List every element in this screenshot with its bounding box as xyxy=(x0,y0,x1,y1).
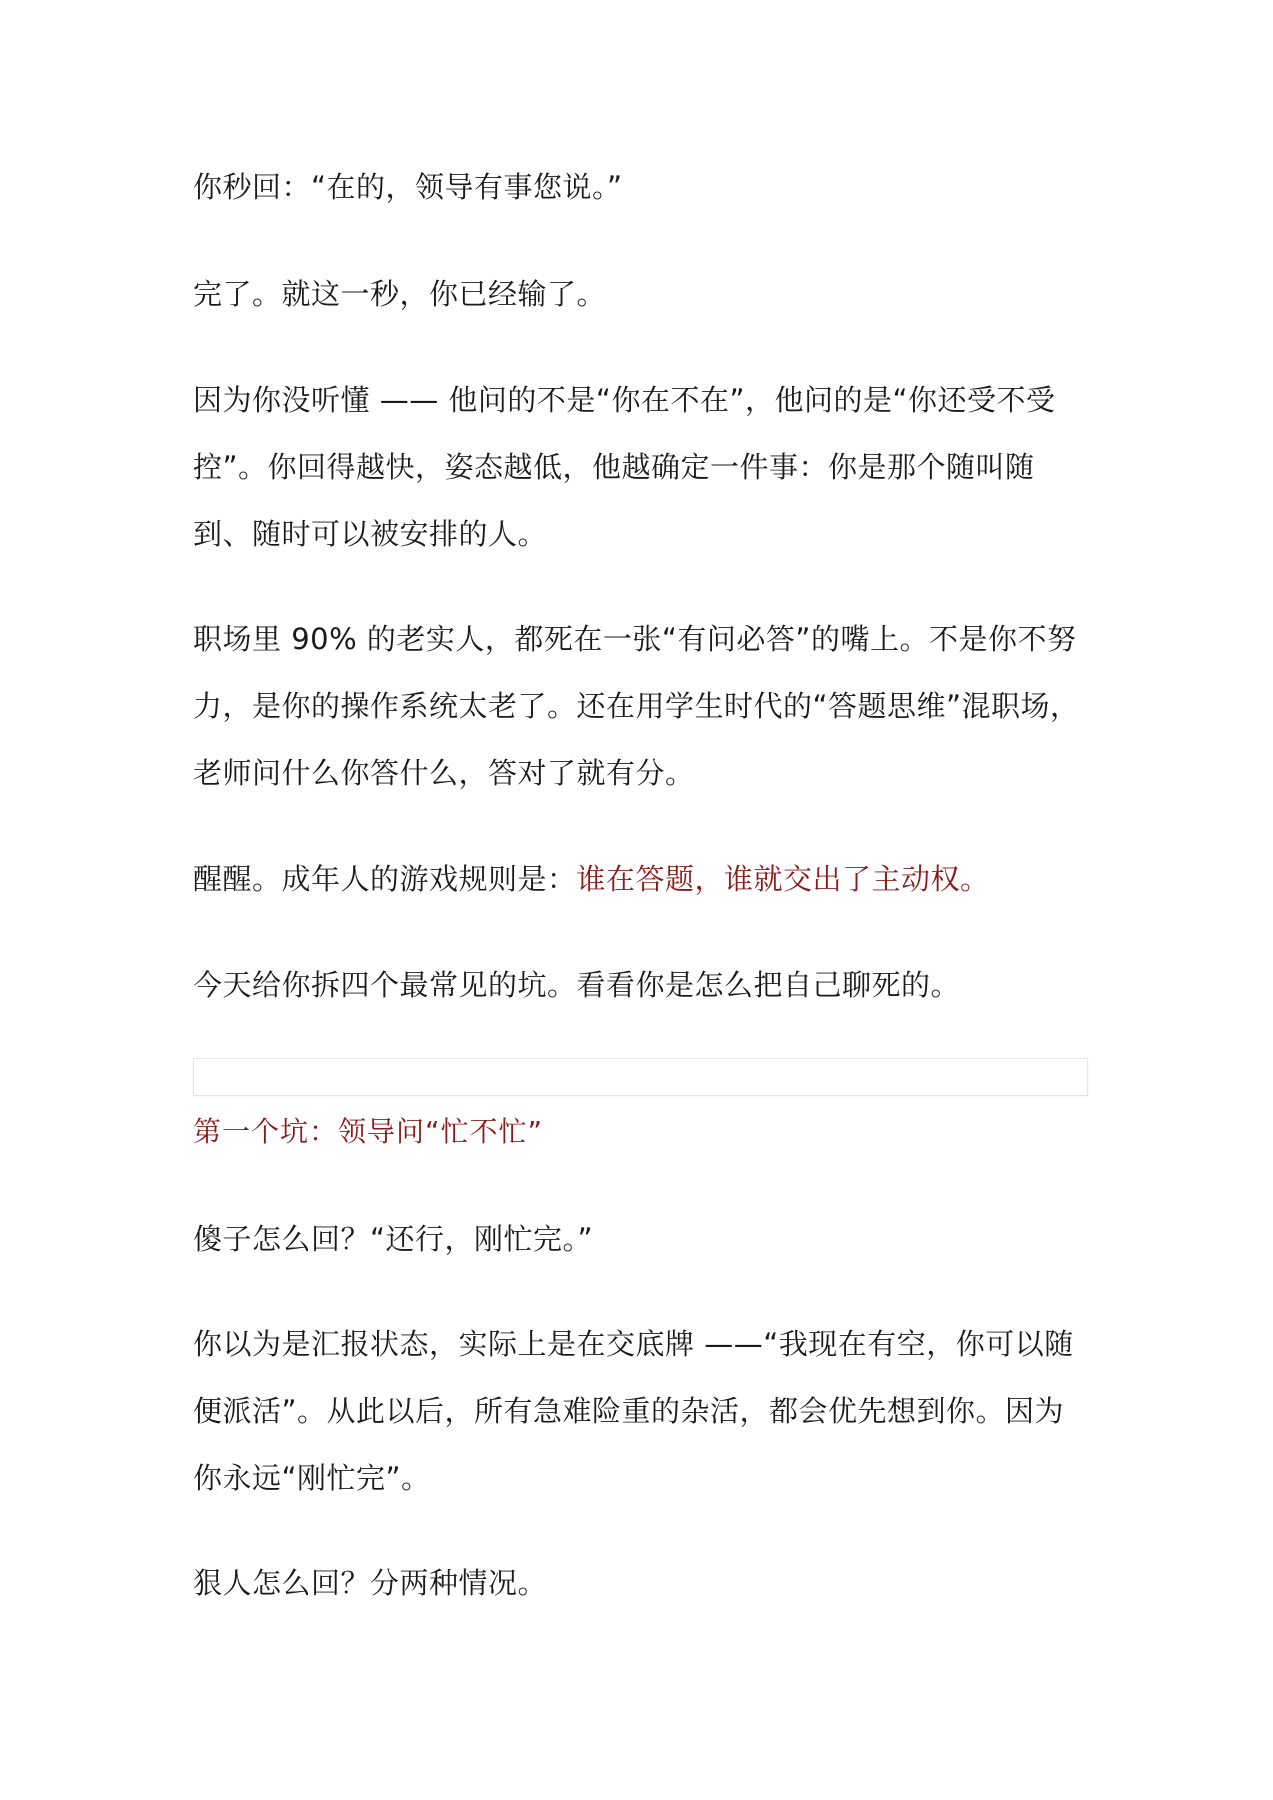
paragraph-not-understood: 因为你没听懂 —— 他问的不是“你在不在”，他问的是“你还受不受控”。你回得越快，姿态越低，他越确定一件事：你是那个随叫随到、随时可以被安排的人。 xyxy=(193,383,1056,551)
paragraph-four-pits: 今天给你拆四个最常见的坑。看看你是怎么把自己聊死的。 xyxy=(193,968,961,1002)
highlighted-rule: 谁在答题，谁就交出了主动权。 xyxy=(576,862,990,896)
paragraph-wake-up xyxy=(193,846,1088,913)
paragraph-fool-reply: 傻子怎么回？“还行，刚忙完。” xyxy=(193,1222,594,1256)
paragraph-showing-cards: 你以为是汇报状态，实际上是在交底牌 ——“我现在有空，你可以随便派活”。从此以后，所有急难险重的杂活，都会优先想到你。因为你永远“刚忙完”。 xyxy=(193,1327,1074,1495)
paragraph-honest-people: 职场里 90% 的老实人，都死在一张“有问必答”的嘴上。不是你不努力，是你的操作系统太老了。还在用学生时代的“答题思维”混职场，老师问什么你答什么，答对了就有分。 xyxy=(193,622,1080,790)
paragraph-you-lost: 完了。就这一秒，你已经输了。 xyxy=(193,277,607,311)
paragraph-quick-reply: 你秒回：“在的，领导有事您说。” xyxy=(193,170,623,204)
section-divider xyxy=(193,1058,1088,1096)
wake-up-text: 醒醒。成年人的游戏规则是： xyxy=(193,862,577,896)
section-heading: 第一个坑：领导问“忙不忙” xyxy=(193,1115,544,1148)
paragraph-smart-reply: 狠人怎么回？分两种情况。 xyxy=(193,1566,548,1600)
